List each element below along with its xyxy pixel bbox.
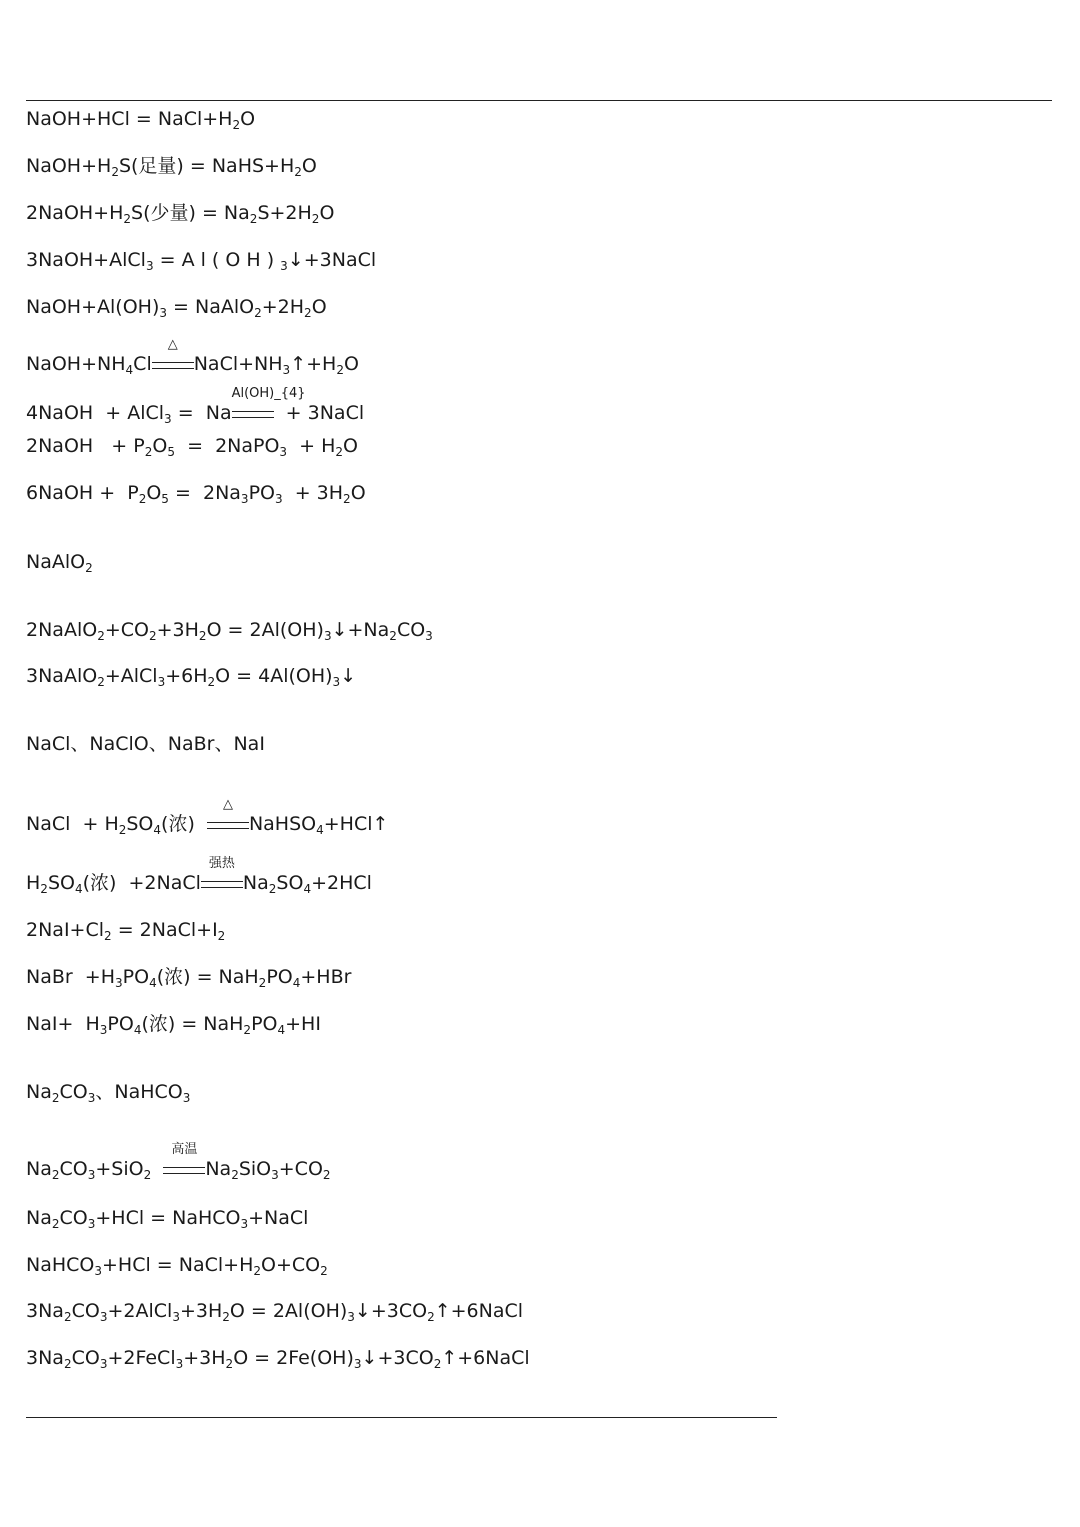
reaction-condition-sign	[163, 1142, 205, 1181]
double-bar-icon	[207, 822, 249, 829]
subscript: 2	[254, 306, 262, 320]
reaction-condition-sign	[207, 797, 249, 836]
subscript: 2	[249, 212, 258, 226]
subscript: 4	[74, 882, 83, 896]
subscript: 3	[240, 492, 249, 506]
double-bar-icon	[152, 362, 194, 369]
subscript: 3	[159, 306, 168, 320]
subscript: 3	[323, 629, 332, 643]
equation-line: NaCl + $H_2SO_4$(浓) △ NaHSO$_4$+HCl↑	[26, 797, 389, 837]
reaction-condition-label: 高温	[171, 1142, 198, 1157]
subscript: 3	[425, 629, 433, 643]
reaction-condition-sign	[201, 856, 243, 895]
reaction-condition-label: △	[222, 797, 233, 812]
subscript: 3	[182, 1091, 191, 1105]
subscript: 2	[97, 629, 105, 643]
subscript: 2	[231, 1168, 239, 1182]
subscript: 2	[232, 118, 241, 132]
subscript: 2	[320, 1264, 328, 1278]
equation-line: 4NaOH + AlCl$_3$ = Na Al(OH)_{4} + 3NaCl	[26, 386, 365, 426]
subscript: 3	[271, 1168, 279, 1182]
subscript: 4	[277, 1023, 286, 1037]
equation-line: NaBr $+H_3PO_4$(浓) = $NaH_2PO_4+HBr$	[26, 966, 352, 990]
equation-line: $NaOH+NH_4Cl$ △ $NaCl+NH_3↑+H_2O$	[26, 337, 359, 377]
bottom-rule	[26, 1417, 777, 1418]
equation-line: $NaOH+Al(OH)_3$ = $NaAlO_2+2H_2O$	[26, 296, 327, 320]
subscript: 3	[274, 492, 283, 506]
subscript: 2	[123, 212, 132, 226]
subscript: 3	[332, 675, 341, 689]
subscript: 2	[51, 1217, 60, 1231]
reaction-condition-label: Al(OH)_{4}	[231, 386, 306, 401]
subscript: 2	[217, 929, 226, 943]
subscript: 2	[336, 363, 344, 377]
subscript: 2	[311, 212, 320, 226]
subscript: 3	[94, 1264, 103, 1278]
section-heading: $Na_2CO_3$、NaHCO$_3$	[26, 1081, 191, 1105]
subscript: 2	[104, 929, 112, 943]
equation-line: $NaOH+H_2S$(足量) = $NaHS+H_2O$	[26, 155, 317, 179]
subscript: 2	[138, 492, 147, 506]
equation-line: NaHCO$_3$+HCl = $NaCl+H_2O+CO_2$	[26, 1254, 328, 1278]
subscript: 2	[258, 976, 267, 990]
subscript: 2	[118, 823, 127, 837]
subscript: 4	[125, 363, 134, 377]
equation-line: 6NaOH + $P_2O_5 = 2Na_3PO_3 + 3H_2O$	[26, 482, 366, 506]
subscript: 4	[133, 1023, 142, 1037]
subscript: 2	[433, 1357, 442, 1371]
equation-line: $NaI+ H_3PO_4$(浓) = $NaH_2PO_4+HI$	[26, 1013, 321, 1037]
equation-line: $2NaI+Cl_2$ = $2NaCl+I_2$	[26, 919, 226, 943]
subscript: 3	[99, 1023, 108, 1037]
subscript: 2	[198, 629, 207, 643]
subscript: 2	[268, 882, 277, 896]
equation-line: NaOH+HCl = $NaCl+H_2O$	[26, 108, 256, 132]
subscript: 2	[143, 1168, 152, 1182]
subscript: 2	[222, 1310, 230, 1324]
section-heading: NaAlO$_2$	[26, 551, 93, 575]
reaction-condition-sign	[152, 337, 194, 376]
subscript: 3	[99, 1310, 108, 1324]
subscript: 3	[164, 412, 172, 426]
subscript: 2	[40, 882, 48, 896]
equation-line: $Na_2CO_3+HCl$ = NaHCO$_3$+NaCl	[26, 1207, 309, 1231]
subscript: 2	[148, 629, 157, 643]
subscript: 3	[145, 259, 154, 273]
reaction-condition-label: △	[167, 337, 178, 352]
subscript: 2	[63, 1310, 72, 1324]
subscript: 3	[87, 1168, 96, 1182]
double-bar-icon	[163, 1167, 205, 1174]
equation-line: $3Na_2CO_3+2AlCl_3+3H_2O$ = $2Al(OH)_3↓+3CO_2↑+6NaCl$	[26, 1300, 524, 1324]
subscript: 3	[172, 1310, 180, 1324]
subscript: 2	[343, 492, 351, 506]
subscript: 3	[282, 363, 291, 377]
equation-line: $3NaAlO_2+AlCl_3+6H_2O$ = $4Al(OH)_3↓$	[26, 665, 357, 689]
equation-line: $2NaAlO_2+CO_2+3H_2O$ = $2Al(OH)_3↓+Na_2CO_3$	[26, 619, 433, 643]
subscript: 2	[389, 629, 397, 643]
subscript: 2	[294, 165, 302, 179]
subscript: 2	[144, 445, 153, 459]
subscript: 4	[316, 823, 324, 837]
subscript: 3	[87, 1217, 96, 1231]
top-rule	[26, 100, 1052, 101]
section-heading: NaCl、NaClO、NaBr、NaI	[26, 733, 265, 755]
subscript: 3	[240, 1217, 249, 1231]
subscript: 3	[347, 1310, 355, 1324]
subscript: 4	[149, 976, 157, 990]
equation-line: 3NaOH+AlCl$_3$ = A l ( O H ) $_3$↓+3NaCl	[26, 249, 377, 273]
subscript: 3	[157, 675, 166, 689]
subscript: 2	[111, 165, 119, 179]
subscript: 3	[353, 1357, 362, 1371]
equation-line: 2NaOH + $P_2O_5$ = 2NaPO$_3$ + $H_2O$	[26, 435, 358, 459]
subscript: 2	[63, 1357, 72, 1371]
subscript: 3	[87, 1091, 96, 1105]
equation-line: $2NaOH+H_2S$(少量) = $Na_2S+2H_2O$	[26, 202, 335, 226]
subscript: 2	[243, 1023, 252, 1037]
reaction-condition-sign	[231, 386, 306, 425]
subscript: 4	[303, 882, 312, 896]
equation-line: $H_2SO_4$(浓) +2NaCl 强热 $Na_2SO_4+2HCl$	[26, 856, 372, 896]
subscript: 2	[304, 306, 312, 320]
subscript: 2	[97, 675, 105, 689]
subscript: 2	[51, 1168, 60, 1182]
subscript: 2	[85, 561, 93, 575]
equation-line: $Na_2CO_3+SiO_2$ 高温 $Na_2SiO_3+CO_2$	[26, 1142, 331, 1182]
subscript: 2	[253, 1264, 262, 1278]
subscript: 3	[280, 259, 288, 273]
equation-line: $3Na_2CO_3+2FeCl_3+3H_2O$ = $2Fe(OH)_3↓+3CO_2↑+6NaCl$	[26, 1347, 530, 1371]
subscript: 3	[175, 1357, 184, 1371]
subscript: 5	[161, 492, 169, 506]
subscript: 2	[427, 1310, 435, 1324]
subscript: 2	[322, 1168, 331, 1182]
subscript: 5	[167, 445, 175, 459]
reaction-condition-label: 强热	[208, 856, 235, 871]
subscript: 4	[153, 823, 162, 837]
subscript: 2	[225, 1357, 234, 1371]
subscript: 4	[292, 976, 301, 990]
subscript: 2	[207, 675, 216, 689]
subscript: 3	[279, 445, 288, 459]
subscript: 2	[335, 445, 344, 459]
subscript: 2	[51, 1091, 60, 1105]
double-bar-icon	[232, 411, 274, 418]
subscript: 3	[115, 976, 123, 990]
subscript: 3	[99, 1357, 108, 1371]
double-bar-icon	[201, 881, 243, 888]
